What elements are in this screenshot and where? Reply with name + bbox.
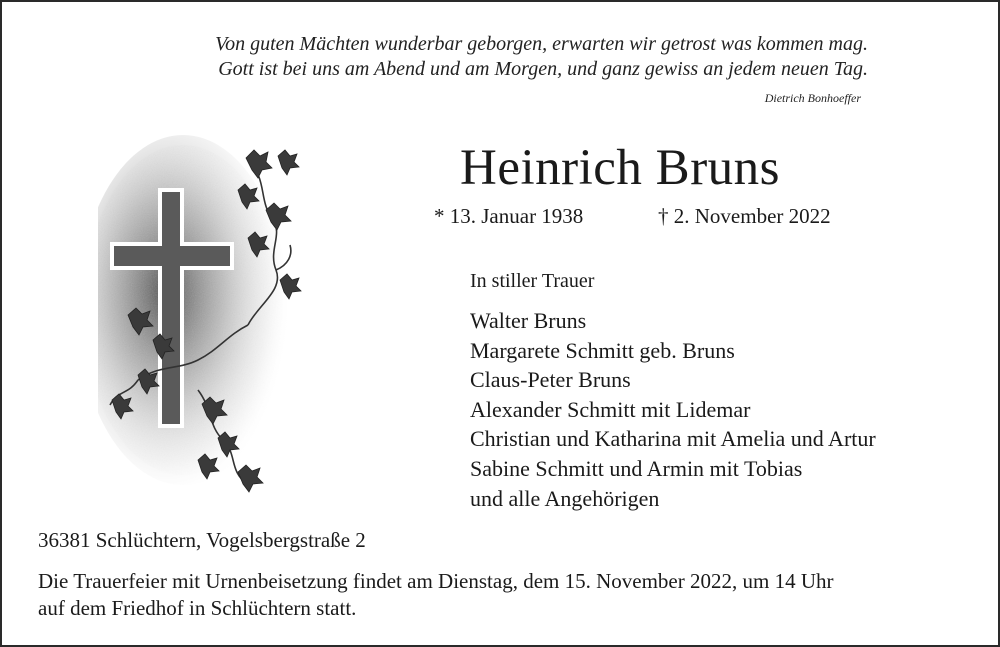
mourning-label: In stiller Trauer (470, 270, 595, 292)
mourner: Claus-Peter Bruns (470, 367, 631, 393)
birth-date: * 13. Januar 1938 (434, 204, 584, 228)
mourner: Margarete Schmitt geb. Bruns (470, 337, 735, 363)
address: 36381 Schlüchtern, Vogelsbergstraße 2 (38, 528, 366, 552)
cross-with-ivy-icon (98, 120, 308, 500)
mourner: Walter Bruns (470, 308, 587, 333)
bonhoeffer-quote (215, 32, 868, 82)
mourner: und alle Angehörigen (470, 485, 660, 511)
deceased-name: Heinrich Bruns (460, 140, 781, 196)
mourner: Sabine Schmitt und Armin mit Tobias (470, 455, 803, 481)
ceremony-line-2: auf dem Friedhof in Schlüchtern statt. (38, 596, 357, 620)
quote-author: Dietrich Bonhoeffer (764, 91, 861, 105)
mourner: Alexander Schmitt mit Lidemar (470, 396, 751, 422)
ceremony-line-1: Die Trauerfeier mit Urnenbeisetzung findet am Dienstag, dem 15. November 2022, um 14 Uhr (38, 569, 834, 593)
mourner: Christian und Katharina mit Amelia und Artur (470, 426, 876, 452)
ceremony-info (38, 568, 978, 622)
mourners-list (470, 306, 876, 513)
death-date: † 2. November 2022 (658, 204, 831, 228)
quote-line-1: Von guten Mächten wunderbar geborgen, erwarten wir getrost was kommen mag. (215, 33, 868, 55)
quote-line-2: Gott ist bei uns am Abend und am Morgen, und ganz gewiss an jedem neuen Tag. (218, 58, 868, 80)
